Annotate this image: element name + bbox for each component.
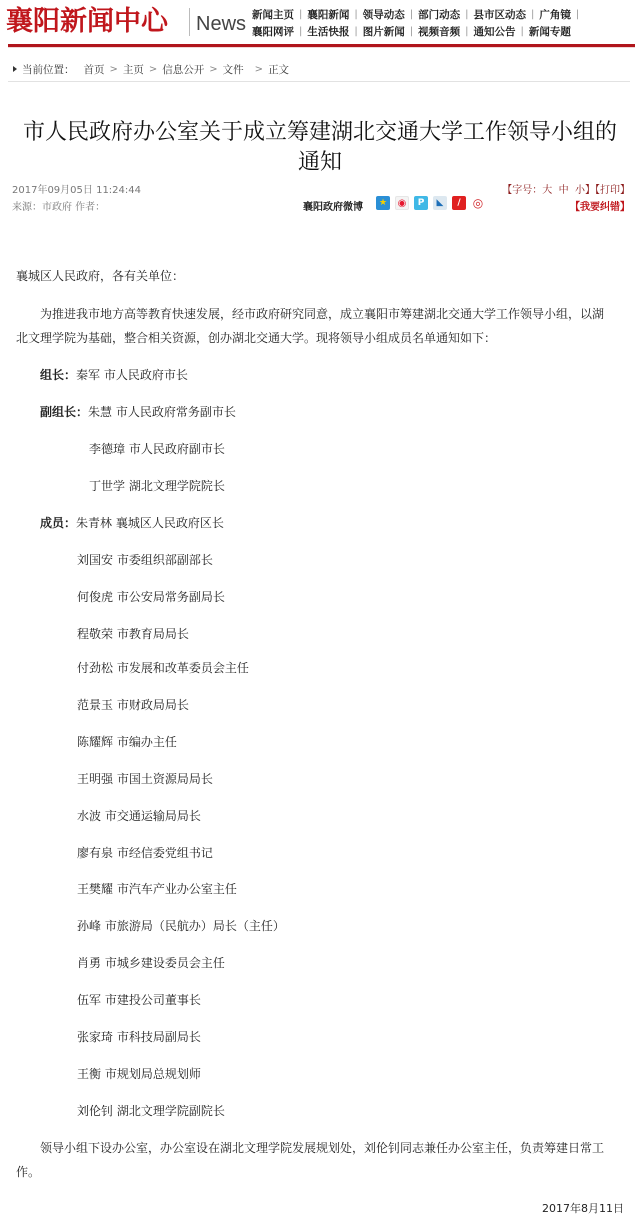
nav-separator: | [409,9,414,20]
tencent-weibo-icon[interactable]: P [414,196,428,210]
breadcrumb-arrow-icon [13,66,17,72]
deputy-entry: 朱慧 市人民政府常务副市长 [88,405,236,419]
font-medium-button[interactable]: 中 [558,185,569,196]
nav-item-leader-news[interactable]: 领导动态 [362,9,405,21]
font-size-label: 【字号： [502,185,543,196]
nav-item-xiangyang-news[interactable]: 襄阳新闻 [307,9,350,21]
report-error-link[interactable]: 【我要纠错】 [570,202,630,213]
nav-separator: | [575,9,580,20]
breadcrumb-divider [8,81,630,82]
member-entry: 付劲松 市发展和改革委员会主任 [77,661,249,675]
leader-label: 组长： [40,368,77,382]
members-row [40,515,224,531]
print-button[interactable]: 【打印】 [595,185,630,196]
deputy-row [40,404,236,420]
nav-separator: | [520,26,524,37]
logo-news-text: News [196,13,247,35]
member-entry: 刘伦钊 湖北文理学院副院长 [77,1104,225,1118]
nav-separator: | [409,26,414,37]
nav-item-life-news[interactable]: 生活快报 [307,26,350,38]
breadcrumb-current: 正文 [268,63,290,76]
member-entry: 范景玉 市财政局局长 [77,698,189,712]
kaixin-icon[interactable]: / [452,196,466,210]
site-header [0,0,640,48]
main-nav [252,6,638,40]
breadcrumb-documents[interactable]: 文件 [222,63,244,76]
site-logo[interactable]: 襄阳新闻中心 [6,6,168,37]
intro-line-2: 北文理学院为基础，整合相关资源，创办湖北交通大学。现将领导小组成员名单通知如下： [16,331,497,345]
nav-separator: | [465,9,469,20]
nav-separator: | [299,9,303,20]
leader-row [40,367,188,383]
closing-line-2: 作。 [16,1165,41,1179]
nav-item-photo-news[interactable]: 图片新闻 [362,26,405,38]
sina-weibo-icon[interactable]: ◉ [395,196,409,210]
intro-line-1: 为推进我市地方高等教育快速发展，经市政府研究同意，成立襄阳市筹建湖北交通大学工作领导小组，以湖 [40,307,605,321]
members-label: 成员： [40,516,77,530]
weibo-label: 襄阳政府微博 [303,202,363,213]
nav-separator: | [354,26,358,37]
font-small-button[interactable]: 小 [575,185,585,196]
title-line-2: 通知 [297,150,342,175]
member-entry: 程敬荣 市教育局局长 [77,627,189,641]
font-size-end: 】 [585,185,595,196]
nav-separator: | [531,9,535,20]
publish-date: 2017年09月05日 11:24:44 [12,185,141,196]
nav-item-county-news[interactable]: 县市区动态 [473,9,526,21]
member-entry: 陈耀辉 市编办主任 [77,735,177,749]
netease-icon[interactable]: ◎ [472,196,484,210]
breadcrumb-main[interactable]: 主页 [122,63,144,76]
member-entry: 朱青林 襄城区人民政府区长 [76,516,224,530]
member-entry: 孙峰 市旅游局（民航办）局长（主任） [77,919,285,933]
breadcrumb-separator: > [209,63,218,75]
salutation: 襄城区人民政府，各有关单位： [16,269,185,283]
header-divider-shadow [8,47,635,48]
breadcrumb-home[interactable]: 首页 [83,63,105,76]
nav-row-1 [252,6,638,23]
breadcrumb-separator: > [254,63,264,75]
nav-item-wide-angle[interactable]: 广角镜 [539,9,571,21]
member-entry: 王明强 市国土资源局局长 [77,772,213,786]
leader-entry: 秦军 市人民政府市长 [76,368,188,382]
member-entry: 何俊虎 市公安局常务副局长 [77,590,225,604]
renren-icon[interactable]: ◣ [433,196,447,210]
deputy-entry: 李德璋 市人民政府副市长 [89,442,225,456]
logo-divider [189,8,190,36]
closing-line-1: 领导小组下设办公室，办公室设在湖北文理学院发展规划处，刘伦钊同志兼任办公室主任，负责筹建日常工 [40,1141,605,1155]
nav-item-news-home[interactable]: 新闻主页 [252,9,294,21]
member-entry: 廖有泉 市经信委党组书记 [77,846,213,860]
sign-date: 2017年8月11日 [542,1202,624,1215]
nav-row-2 [252,23,638,40]
title-line-1: 市人民政府办公室关于成立筹建湖北交通大学工作领导小组的 [22,120,617,145]
breadcrumb [8,58,513,80]
share-icons [376,196,485,210]
member-entry: 刘国安 市委组织部副部长 [77,553,213,567]
nav-item-notices[interactable]: 通知公告 [473,26,516,38]
nav-item-special-topics[interactable]: 新闻专题 [528,26,571,38]
nav-separator: | [354,9,358,20]
member-entry: 水波 市交通运输局局长 [77,809,201,823]
breadcrumb-info-public[interactable]: 信息公开 [162,63,205,76]
nav-item-commentary[interactable]: 襄阳网评 [252,26,294,38]
member-entry: 王樊耀 市汽车产业办公室主任 [77,882,237,896]
member-entry: 肖勇 市城乡建设委员会主任 [77,956,225,970]
member-entry: 张家琦 市科技局副局长 [77,1030,201,1044]
breadcrumb-label: 当前位置： [22,63,75,76]
qzone-icon[interactable]: ★ [376,196,390,210]
nav-separator: | [299,26,303,37]
font-size-controls [502,181,630,196]
nav-item-video-audio[interactable]: 视频音频 [418,26,461,38]
deputy-entry: 丁世学 湖北文理学院院长 [89,479,225,493]
member-entry: 王衡 市规划局总规划师 [77,1067,201,1081]
nav-item-department-news[interactable]: 部门动态 [418,9,461,21]
font-large-button[interactable]: 大 [542,185,553,196]
breadcrumb-separator: > [148,63,158,75]
deputy-label: 副组长： [40,405,89,419]
article-source: 来源：市政府 作者： [12,202,106,213]
breadcrumb-separator: > [109,63,118,75]
article-title [6,118,634,178]
nav-separator: | [465,26,469,37]
member-entry: 伍军 市建投公司董事长 [77,993,201,1007]
